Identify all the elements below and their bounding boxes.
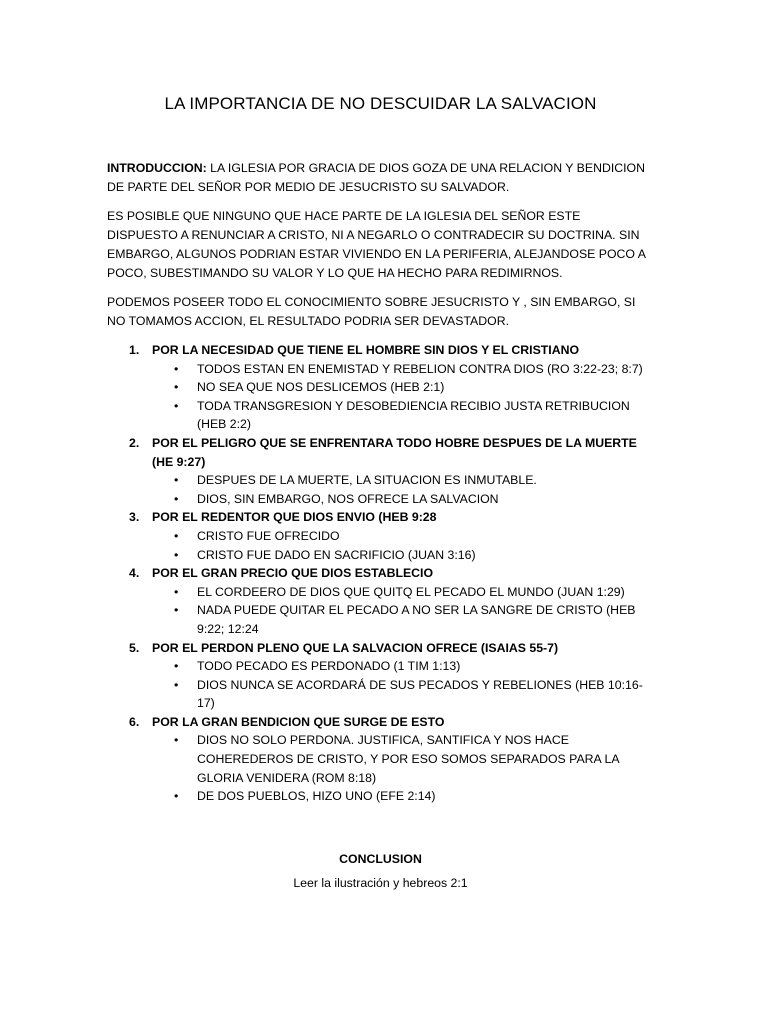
sub-item: [152, 490, 654, 509]
sub-item: [152, 360, 654, 379]
sub-item: [152, 471, 654, 490]
bullet-icon: •: [174, 398, 179, 413]
point-title: POR LA GRAN BENDICION QUE SURGE DE ESTO: [152, 714, 445, 729]
bullet-icon: •: [174, 473, 179, 488]
bullet-icon: •: [174, 789, 179, 804]
sub-item: [152, 546, 654, 565]
point-number: 4.: [129, 566, 140, 581]
bullet-icon: •: [174, 603, 179, 618]
sub-item: [152, 676, 654, 713]
point-item: [107, 434, 654, 508]
point-title: POR EL GRAN PRECIO QUE DIOS ESTABLECIO: [152, 566, 434, 581]
bullet-icon: •: [174, 361, 179, 376]
sub-item-text: EL CORDEERO DE DIOS QUE QUITQ EL PECADO EL MUNDO (JUAN 1:29): [197, 584, 625, 599]
point-number: 3.: [129, 510, 140, 525]
sub-item-text: TODA TRANSGRESION Y DESOBEDIENCIA RECIBIO JUSTA RETRIBUCION (HEB 2:2): [197, 398, 630, 432]
intro-text: LA IGLESIA POR GRACIA DE DIOS GOZA DE UNA RELACION Y BENDICION DE PARTE DEL SEÑOR POR MEDIO DE JESUCRISTO SU SALVADOR.: [107, 161, 645, 194]
point-item: [107, 564, 654, 638]
sub-item-text: TODO PECADO ES PERDONADO (1 TIM 1:13): [197, 659, 461, 674]
point-number: 1.: [129, 343, 140, 357]
bullet-icon: •: [174, 584, 179, 599]
sub-item-text: NADA PUEDE QUITAR EL PECADO A NO SER LA SANGRE DE CRISTO (HEB 9:22; 12:24: [197, 603, 636, 636]
paragraph-2: ES POSIBLE QUE NINGUNO QUE HACE PARTE DE LA IGLESIA DEL SEÑOR ESTE DISPUESTO A RENUNCIAR A CRISTO, NI A NEGARLO O CONTRADECIR SU DOCTRINA. SIN EMBARGO, ALGUNOS PODRIAN ESTAR VIVIENDO EN LA PERIFERIA, ALEJANDOSE POCO A POCO, SUBESTIMANDO SU VALOR Y LO QUE HA HECHO PARA REDIMIRNOS.: [107, 209, 646, 280]
document-title: LA IMPORTANCIA DE NO DESCUIDAR LA SALVACION: [164, 94, 597, 113]
sub-item-text: NO SEA QUE NOS DESLICEMOS (HEB 2:1): [197, 380, 445, 395]
sub-item: [152, 397, 654, 434]
paragraph-3: PODEMOS POSEER TODO EL CONOCIMIENTO SOBRE JESUCRISTO Y , SIN EMBARGO, SI NO TOMAMOS ACCION, EL RESULTADO PODRIA SER DEVASTADOR.: [107, 295, 636, 328]
sub-item-text: DIOS NUNCA SE ACORDARÁ DE SUS PECADOS Y REBELIONES (HEB 10:16-17): [197, 677, 643, 711]
points-list: [107, 341, 654, 806]
sub-item: [152, 601, 654, 638]
sub-list: [152, 657, 654, 713]
sub-item: [152, 657, 654, 676]
sub-item: [152, 527, 654, 546]
bullet-icon: •: [174, 677, 179, 692]
bullet-icon: •: [174, 659, 179, 674]
point-number: 2.: [129, 435, 140, 450]
conclusion-text: Leer la ilustración y hebreos 2:1: [293, 875, 468, 890]
point-title: POR EL PERDON PLENO QUE LA SALVACION OFRECE (ISAIAS 55-7): [152, 640, 559, 655]
sub-item-text: DE DOS PUEBLOS, HIZO UNO (EFE 2:14): [197, 789, 436, 804]
intro-label: INTRODUCCION:: [107, 161, 207, 175]
bullet-icon: •: [174, 491, 179, 506]
sub-item-text: DIOS, SIN EMBARGO, NOS OFRECE LA SALVACION: [197, 491, 499, 506]
sub-list: [152, 360, 654, 434]
point-number: 6.: [129, 714, 140, 729]
sub-item-text: DIOS NO SOLO PERDONA. JUSTIFICA, SANTIFICA Y NOS HACE COHEREDEROS DE CRISTO, Y POR ESO SOMOS SEPARADOS PARA LA GLORIA VENIDERA (ROM 8:18): [197, 733, 619, 785]
point-title: POR EL REDENTOR QUE DIOS ENVIO (HEB 9:28: [152, 510, 437, 525]
sub-list: [152, 731, 654, 805]
conclusion-heading: CONCLUSION: [339, 851, 422, 866]
bullet-icon: •: [174, 380, 179, 395]
sub-item: [152, 378, 654, 397]
sub-list: [152, 471, 654, 508]
sub-item-text: DESPUES DE LA MUERTE, LA SITUACION ES INMUTABLE.: [197, 473, 537, 488]
sub-list: [152, 527, 654, 564]
sub-item-text: TODOS ESTAN EN ENEMISTAD Y REBELION CONTRA DIOS (RO 3:22-23; 8:7): [197, 361, 643, 376]
point-item: [107, 713, 654, 806]
sub-item-text: CRISTO FUE OFRECIDO: [197, 528, 340, 543]
point-title: POR LA NECESIDAD QUE TIENE EL HOMBRE SIN DIOS Y EL CRISTIANO: [152, 343, 580, 357]
sub-item: [152, 583, 654, 602]
bullet-icon: •: [174, 547, 179, 562]
sub-list: [152, 583, 654, 639]
bullet-icon: •: [174, 528, 179, 543]
sub-item-text: CRISTO FUE DADO EN SACRIFICIO (JUAN 3:16): [197, 547, 476, 562]
point-item: [107, 341, 654, 434]
point-item: [107, 639, 654, 713]
point-item: [107, 508, 654, 564]
point-title: POR EL PELIGRO QUE SE ENFRENTARA TODO HOBRE DESPUES DE LA MUERTE (HE 9:27): [152, 435, 637, 469]
point-number: 5.: [129, 640, 140, 655]
bullet-icon: •: [174, 733, 179, 748]
intro-paragraph: [107, 159, 654, 197]
sub-item: [152, 731, 654, 787]
sub-item: [152, 787, 654, 806]
